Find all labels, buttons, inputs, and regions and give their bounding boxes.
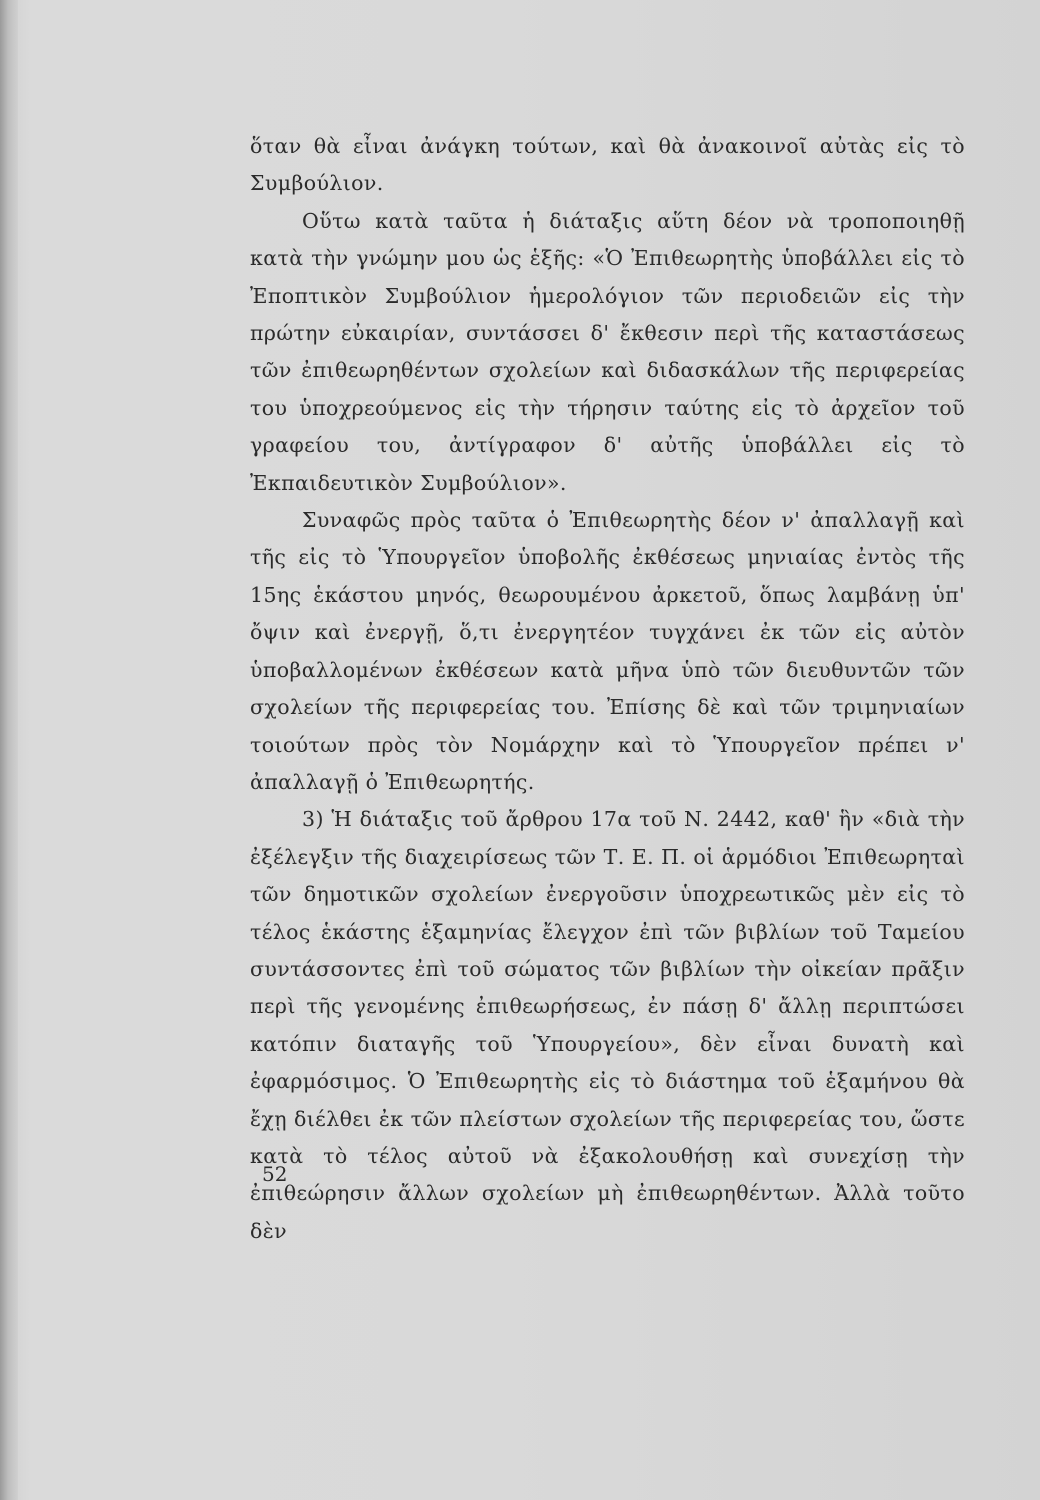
page-number: 52 bbox=[262, 1162, 288, 1186]
paragraph-2: Οὕτω κατὰ ταῦτα ἡ διάταξις αὕτη δέον νὰ τροποποιηθῇ κατὰ τὴν γνώμην μου ὡς ἑξῆς: «Ὁ Ἐπιθεωρητὴς ὑποβάλλει εἰς τὸ Ἐποπτικὸν Συμβούλιον ἡμερολόγιον τῶν περιοδειῶν εἰς τὴν πρώτην εὐκαιρίαν, συντάσσει δ' ἔκθεσιν περὶ τῆς καταστάσεως τῶν ἐπιθεωρηθέντων σχολείων καὶ διδασκάλων τῆς περιφερείας του ὑποχρεούμενος εἰς τὴν τήρησιν ταύτης εἰς τὸ ἀρχεῖον τοῦ γραφείου του, ἀντίγραφον δ' αὐτῆς ὑποβάλλει εἰς τὸ Ἐκπαιδευτικὸν Συμβούλιον». bbox=[250, 208, 965, 495]
book-spine-shadow bbox=[0, 0, 18, 1500]
body-text bbox=[250, 128, 965, 1250]
paragraph-4: 3) Ἡ διάταξις τοῦ ἄρθρου 17α τοῦ Ν. 2442, καθ' ἣν «διὰ τὴν ἐξέλεγξιν τῆς διαχειρίσεως τῶν Τ. Ε. Π. οἱ ἁρμόδιοι Ἐπιθεωρηταὶ τῶν δημοτικῶν σχολείων ἐνεργοῦσιν ὑποχρεωτικῶς μὲν εἰς τὸ τέλος ἑκάστης ἑξαμηνίας ἔλεγχον ἐπὶ τῶν βιβλίων τοῦ Ταμείου συντάσσοντες ἐπὶ τοῦ σώματος τῶν βιβλίων τὴν οἰκείαν πρᾶξιν περὶ τῆς γενομένης ἐπιθεωρήσεως, ἐν πάσῃ δ' ἄλλῃ περιπτώσει κατόπιν διαταγῆς τοῦ Ὑπουργείου», δὲν εἶναι δυνατὴ καὶ ἐφαρμόσιμος. Ὁ Ἐπιθεωρητὴς εἰς τὸ διάστημα τοῦ ἑξαμήνου θὰ ἔχῃ διέλθει ἐκ τῶν πλείστων σχολείων τῆς περιφερείας του, ὥστε κατὰ τὸ τέλος αὐτοῦ νὰ ἐξακολουθήσῃ καὶ συνεχίσῃ τὴν ἐπιθεώρησιν ἄλλων σχολείων μὴ ἐπιθεωρηθέντων. Ἀλλὰ τοῦτο δὲν bbox=[250, 807, 965, 1243]
paragraph-3: Συναφῶς πρὸς ταῦτα ὁ Ἐπιθεωρητὴς δέον ν' ἀπαλλαγῇ καὶ τῆς εἰς τὸ Ὑπουργεῖον ὑποβολῆς ἐκθέσεως μηνιαίας ἐντὸς τῆς 15ης ἑκάστου μηνός, θεωρουμένου ἀρκετοῦ, ὅπως λαμβάνῃ ὑπ' ὄψιν καὶ ἐνεργῇ, ὅ,τι ἐνεργητέον τυγχάνει ἐκ τῶν εἰς αὐτὸν ὑποβαλλομένων ἐκθέσεων κατὰ μῆνα ὑπὸ τῶν διευθυντῶν τῶν σχολείων τῆς περιφερείας του. Ἐπίσης δὲ καὶ τῶν τριμηνιαίων τοιούτων πρὸς τὸν Νομάρχην καὶ τὸ Ὑπουργεῖον πρέπει ν' ἀπαλλαγῇ ὁ Ἐπιθεωρητής. bbox=[250, 508, 965, 794]
paragraph-1: ὅταν θὰ εἶναι ἀνάγκη τούτων, καὶ θὰ ἀνακοινοῖ αὐτὰς εἰς τὸ Συμβούλιον. bbox=[250, 134, 965, 196]
